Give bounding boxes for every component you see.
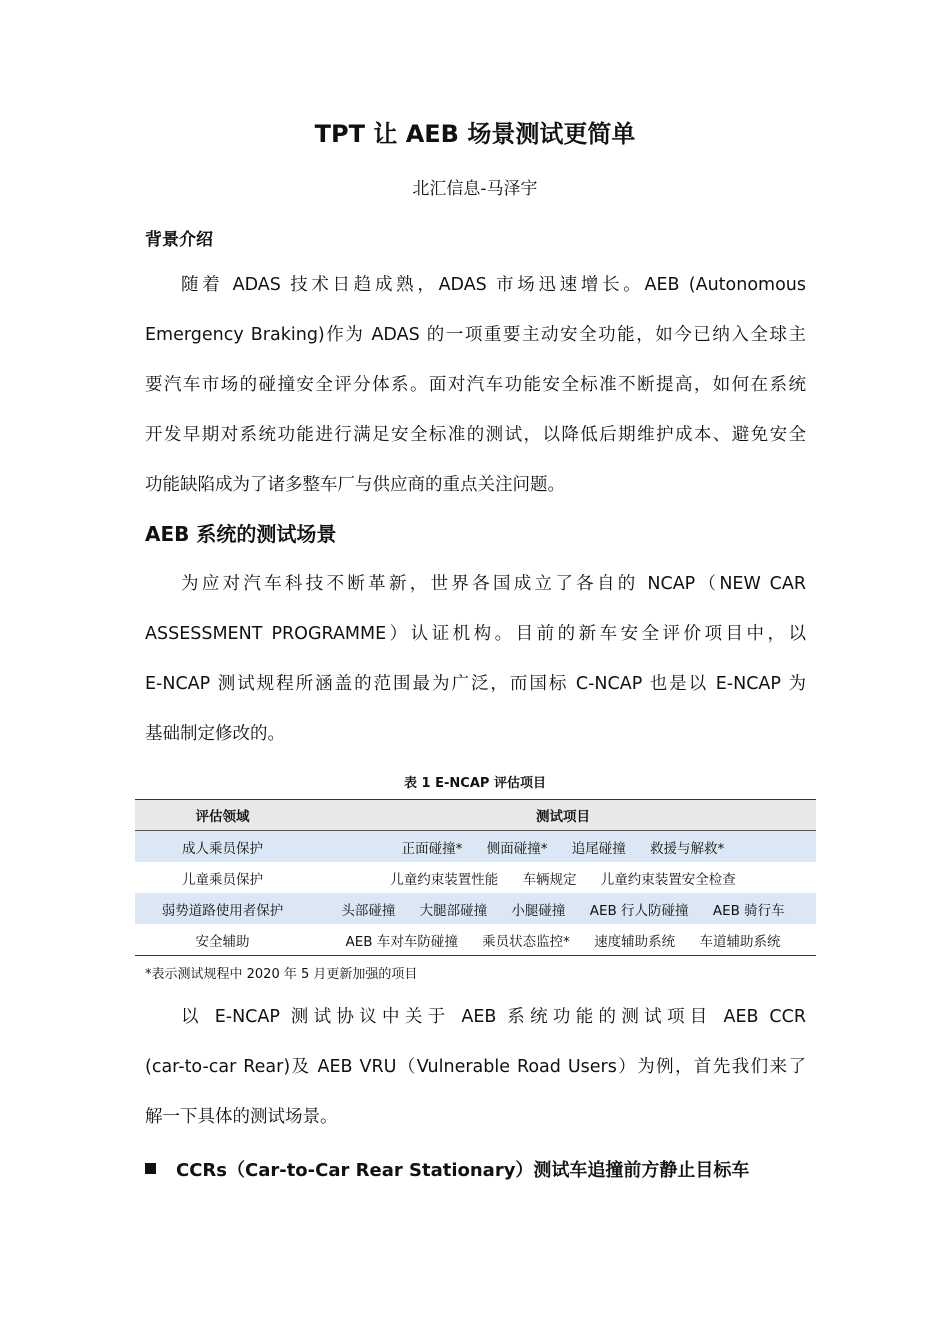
document-title: TPT 让 AEB 场景测试更简单 xyxy=(314,120,636,148)
table-row xyxy=(135,831,816,863)
paragraph-line: ASSESSMENT PROGRAMME）认证机构。目前的新车安全评价项目中，以 xyxy=(145,624,806,644)
paragraph-line: (car-to-car Rear)及 AEB VRU（Vulnerable Road Users）为例，首先我们来了 xyxy=(145,1057,806,1077)
test-item: 车辆规定 xyxy=(522,871,577,888)
test-item: AEB 车对车防碰撞 xyxy=(345,933,458,950)
row-items xyxy=(310,893,816,924)
paragraph-line: 以 E-NCAP 测试协议中关于 AEB 系统功能的测试项目 AEB CCR xyxy=(181,1007,806,1027)
test-item: 救援与解救* xyxy=(650,840,725,857)
table-footnote: *表示测试规程中 2020 年 5 月更新加强的项目 xyxy=(145,967,418,982)
table-header-row xyxy=(135,800,816,831)
test-item: AEB 行人防碰撞 xyxy=(589,902,689,919)
author-line: 北汇信息-马泽宇 xyxy=(412,179,538,199)
encap-table xyxy=(135,799,816,956)
test-item: 小腿碰撞 xyxy=(511,902,566,919)
row-items xyxy=(310,831,816,863)
table-row xyxy=(135,862,816,893)
test-item: 大腿部碰撞 xyxy=(419,902,488,919)
test-item: 乘员状态监控* xyxy=(482,933,570,950)
test-item: 追尾碰撞 xyxy=(571,840,626,857)
test-item: 儿童约束装置性能 xyxy=(390,871,499,888)
paragraph-line: 功能缺陷成为了诸多整车厂与供应商的重点关注问题。 xyxy=(145,475,565,495)
paragraph-line: 为应对汽车科技不断革新，世界各国成立了各自的 NCAP（NEW CAR xyxy=(181,574,806,594)
row-area: 弱势道路使用者保护 xyxy=(135,893,310,924)
table-row xyxy=(135,893,816,924)
paragraph-line: 开发早期对系统功能进行满足安全标准的测试，以降低后期维护成本、避免安全 xyxy=(145,425,806,445)
paragraph-line: 要汽车市场的碰撞安全评分体系。面对汽车功能安全标准不断提高，如何在系统 xyxy=(145,375,806,395)
row-area: 成人乘员保护 xyxy=(135,831,310,863)
paragraph-line: E-NCAP 测试规程所涵盖的范围最为广泛，而国标 C-NCAP 也是以 E-NCAP 为 xyxy=(145,674,806,694)
test-item: 侧面碰撞* xyxy=(486,840,548,857)
table-row xyxy=(135,924,816,956)
row-area: 安全辅助 xyxy=(135,924,310,956)
table-caption: 表 1 E-NCAP 评估项目 xyxy=(404,776,546,791)
paragraph-line: 基础制定修改的。 xyxy=(145,724,285,744)
section-heading-aeb-scenarios: AEB 系统的测试场景 xyxy=(145,522,337,546)
test-item: 儿童约束装置安全检查 xyxy=(600,871,736,888)
row-items xyxy=(310,924,816,956)
section-heading-background: 背景介绍 xyxy=(145,230,213,250)
test-item: 车道辅助系统 xyxy=(699,933,781,950)
square-bullet-icon xyxy=(145,1163,156,1174)
test-item: AEB 骑行车 xyxy=(712,902,785,919)
header-area: 评估领域 xyxy=(135,800,310,831)
row-items xyxy=(310,862,816,893)
row-area: 儿童乘员保护 xyxy=(182,871,263,888)
test-item: 正面碰撞* xyxy=(401,840,463,857)
paragraph-line: 解一下具体的测试场景。 xyxy=(145,1107,338,1127)
paragraph-line: Emergency Braking)作为 ADAS 的一项重要主动安全功能，如今已纳入全球主 xyxy=(145,325,806,345)
paragraph-line: 随着 ADAS 技术日趋成熟，ADAS 市场迅速增长。AEB (Autonomous xyxy=(181,275,806,295)
test-item: 速度辅助系统 xyxy=(594,933,676,950)
bullet-text: CCRs（Car-to-Car Rear Stationary）测试车追撞前方静止目标车 xyxy=(176,1160,750,1181)
bullet-heading xyxy=(145,1156,749,1182)
header-items: 测试项目 xyxy=(310,800,816,831)
test-item: 头部碰撞 xyxy=(341,902,396,919)
